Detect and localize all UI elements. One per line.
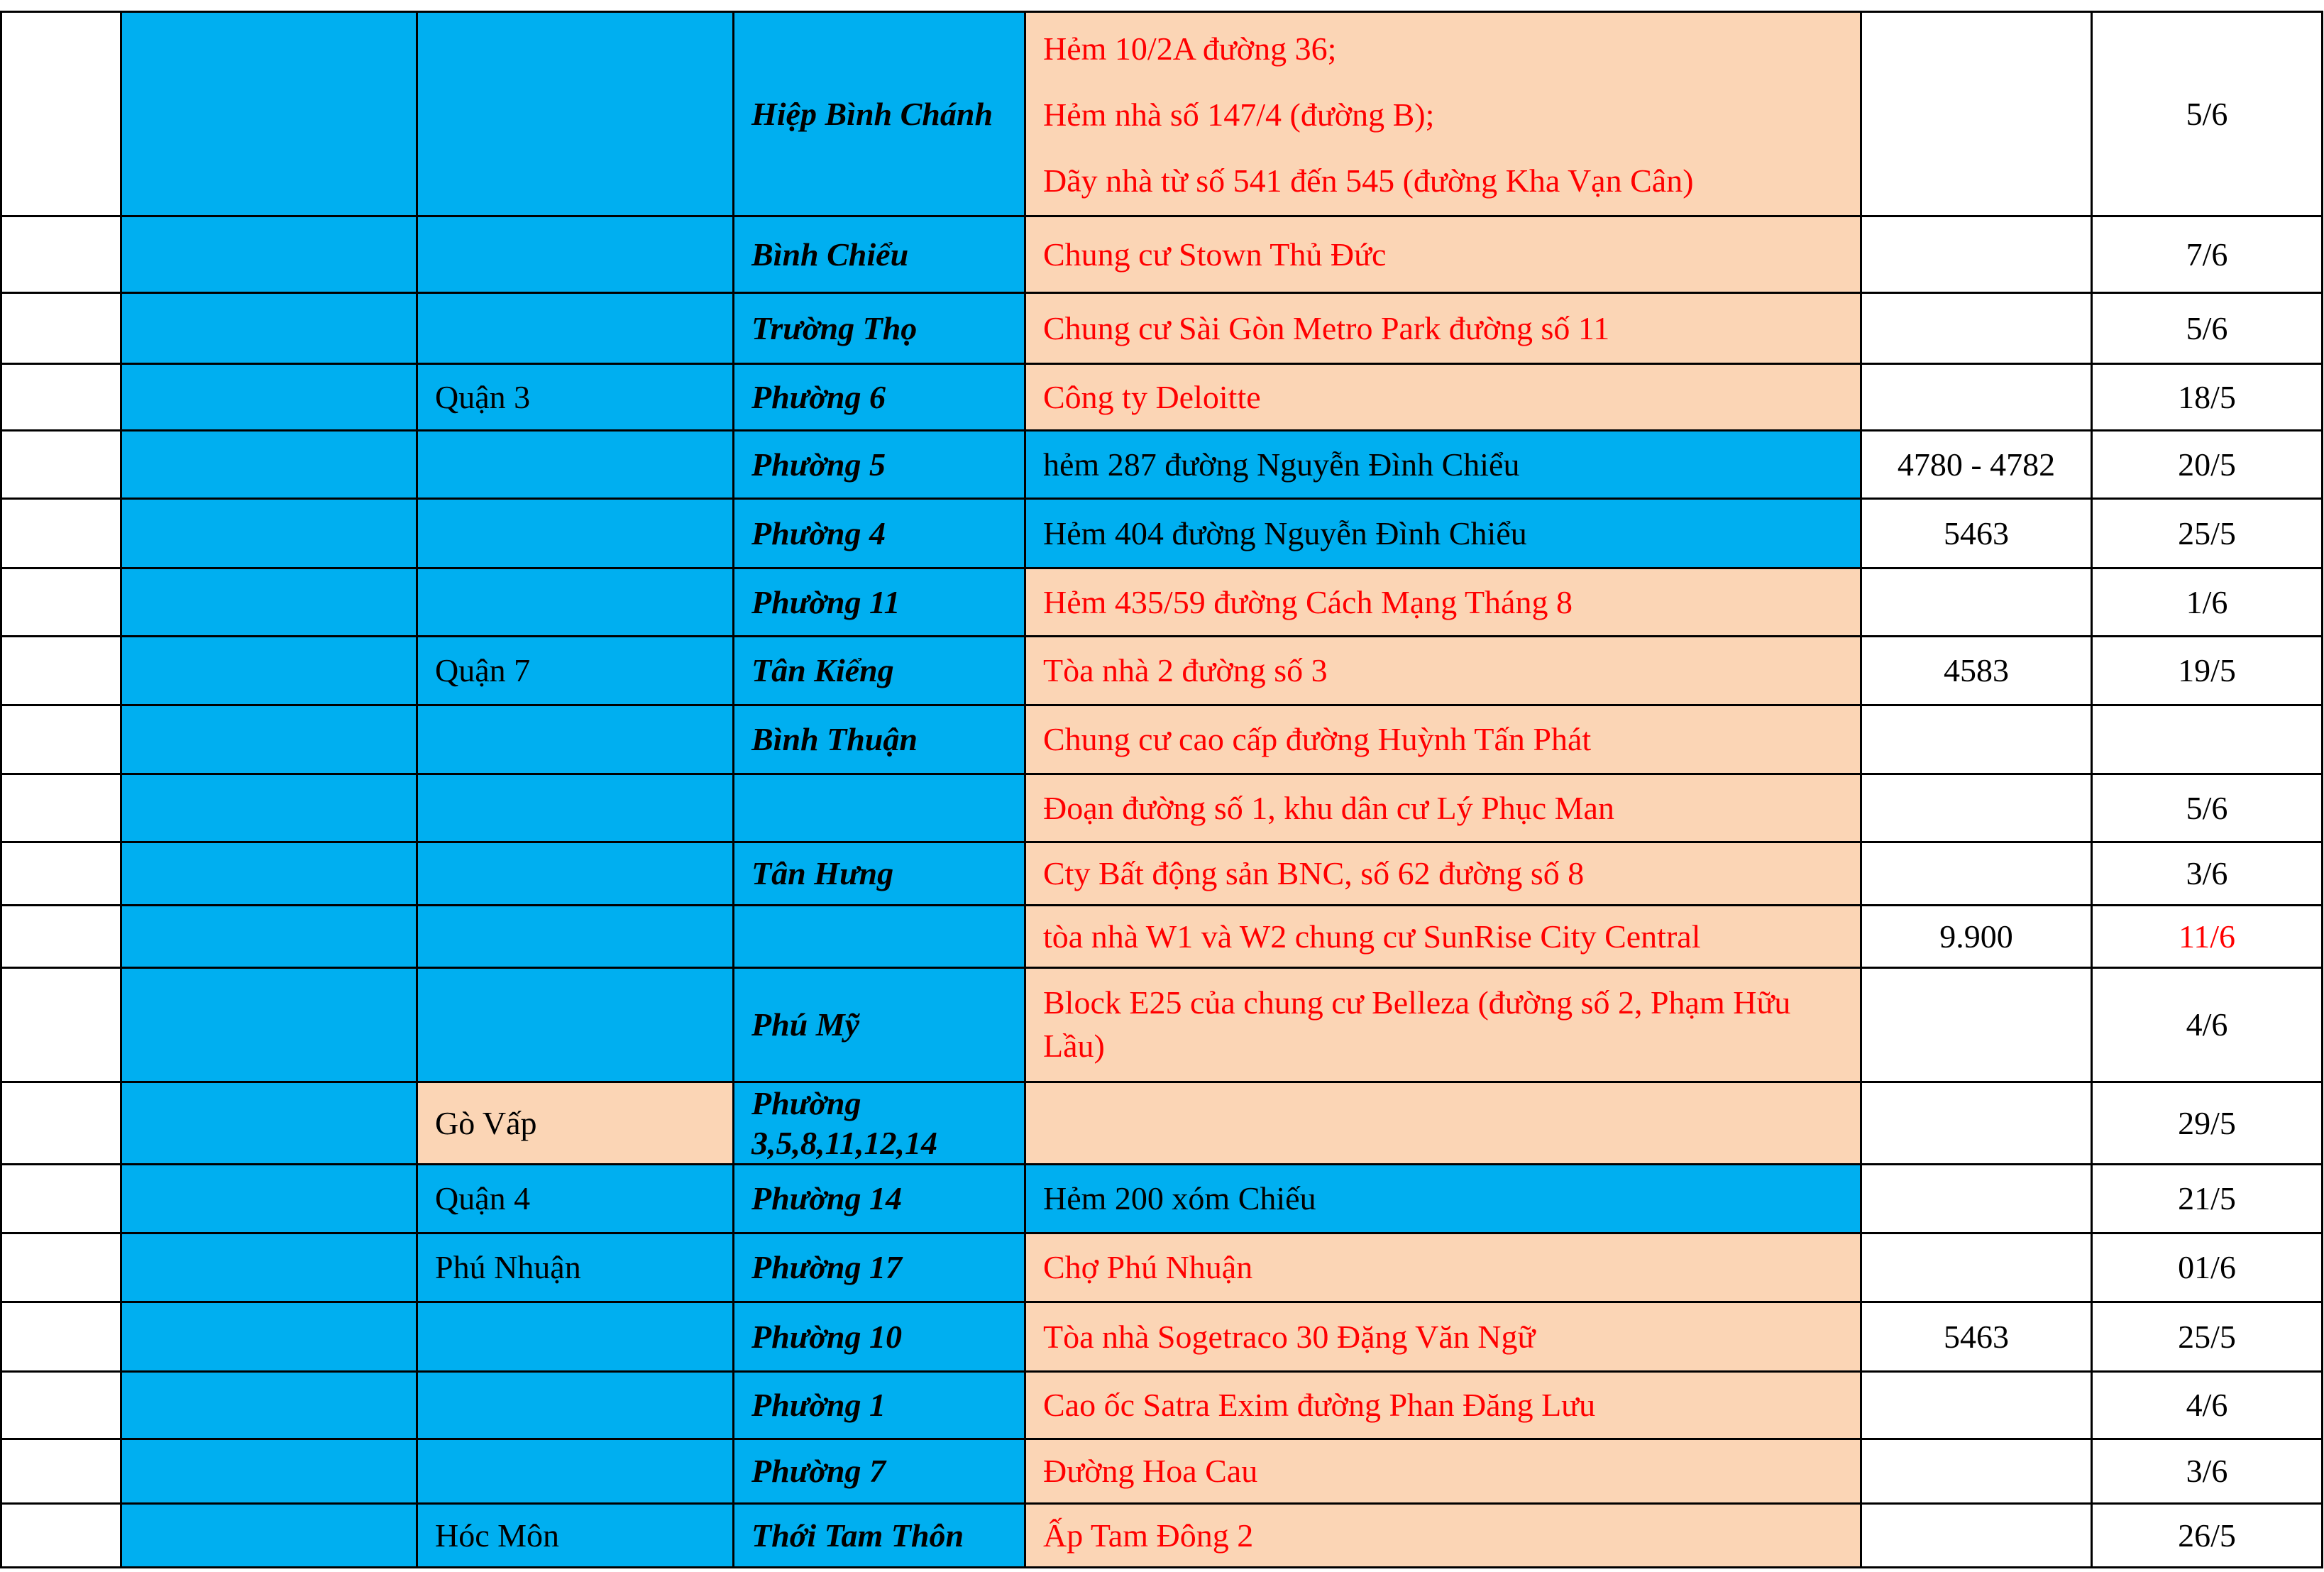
location-cell	[1025, 293, 1861, 364]
location-cell	[1025, 216, 1861, 293]
index-cell	[1, 499, 121, 568]
case-number-cell	[1861, 1372, 2092, 1439]
district-cell	[417, 906, 734, 968]
region-cell	[121, 774, 417, 842]
index-cell	[1, 842, 121, 906]
region-cell	[121, 1439, 417, 1504]
location-cell	[1025, 1504, 1861, 1568]
district-cell: Gò Vấp	[417, 1082, 734, 1165]
ward-cell: Bình Chiểu	[734, 216, 1025, 293]
table-row	[1, 1165, 2323, 1233]
table-row	[1, 842, 2323, 906]
case-number-cell	[1861, 1165, 2092, 1233]
index-cell	[1, 1082, 121, 1165]
ward-cell: Phường 3,5,8,11,12,14	[734, 1082, 1025, 1165]
location-line: Ấp Tam Đông 2	[1043, 1517, 1254, 1554]
ward-cell: Tân Hưng	[734, 842, 1025, 906]
table-row	[1, 968, 2323, 1082]
date-cell: 18/5	[2092, 364, 2323, 431]
location-line: Hẻm 200 xóm Chiếu	[1043, 1180, 1316, 1217]
location-line: Chung cư Stown Thủ Đức	[1043, 236, 1387, 273]
index-cell	[1, 364, 121, 431]
date-cell: 25/5	[2092, 499, 2323, 568]
date-cell: 21/5	[2092, 1165, 2323, 1233]
location-line: Tòa nhà 2 đường số 3	[1043, 652, 1328, 689]
index-cell	[1, 774, 121, 842]
ward-cell: Phường 1	[734, 1372, 1025, 1439]
case-number-cell: 5463	[1861, 499, 2092, 568]
ward-cell: Tân Kiểng	[734, 637, 1025, 705]
table-body	[1, 12, 2323, 1568]
table-row	[1, 705, 2323, 774]
table-row	[1, 1302, 2323, 1372]
table-row	[1, 1372, 2323, 1439]
date-cell: 26/5	[2092, 1504, 2323, 1568]
table-row	[1, 293, 2323, 364]
date-cell: 11/6	[2092, 906, 2323, 968]
date-cell: 4/6	[2092, 968, 2323, 1082]
location-cell	[1025, 1165, 1861, 1233]
location-line: hẻm 287 đường Nguyễn Đình Chiểu	[1043, 446, 1520, 483]
region-cell	[121, 12, 417, 216]
location-cell	[1025, 705, 1861, 774]
table-row	[1, 568, 2323, 637]
region-cell	[121, 568, 417, 637]
table-row	[1, 216, 2323, 293]
district-cell	[417, 216, 734, 293]
location-cell	[1025, 774, 1861, 842]
ward-cell	[734, 774, 1025, 842]
case-number-cell: 9.900	[1861, 906, 2092, 968]
location-line: Tòa nhà Sogetraco 30 Đặng Văn Ngữ	[1043, 1318, 1536, 1355]
district-cell	[417, 842, 734, 906]
district-cell: Phú Nhuận	[417, 1233, 734, 1302]
district-cell	[417, 705, 734, 774]
region-cell	[121, 1504, 417, 1568]
district-cell: Quận 7	[417, 637, 734, 705]
case-number-cell	[1861, 568, 2092, 637]
location-cell	[1025, 568, 1861, 637]
date-cell: 20/5	[2092, 431, 2323, 499]
date-cell: 7/6	[2092, 216, 2323, 293]
district-cell	[417, 1302, 734, 1372]
index-cell	[1, 431, 121, 499]
ward-cell: Bình Thuận	[734, 705, 1025, 774]
ward-cell: Phường 6	[734, 364, 1025, 431]
index-cell	[1, 1504, 121, 1568]
location-cell	[1025, 1439, 1861, 1504]
location-cell	[1025, 431, 1861, 499]
case-number-cell	[1861, 1082, 2092, 1165]
location-line: Chung cư Sài Gòn Metro Park đường số 11	[1043, 309, 1610, 346]
region-cell	[121, 705, 417, 774]
index-cell	[1, 1165, 121, 1233]
table-row	[1, 906, 2323, 968]
location-line: Hẻm nhà số 147/4 (đường B);	[1043, 96, 1435, 133]
location-line: Chợ Phú Nhuận	[1043, 1249, 1253, 1286]
case-number-cell	[1861, 968, 2092, 1082]
region-cell	[121, 293, 417, 364]
region-cell	[121, 842, 417, 906]
region-cell	[121, 968, 417, 1082]
case-number-cell: 5463	[1861, 1302, 2092, 1372]
location-line: Đường Hoa Cau	[1043, 1453, 1258, 1490]
case-number-cell	[1861, 1504, 2092, 1568]
location-cell	[1025, 1372, 1861, 1439]
region-cell	[121, 431, 417, 499]
case-number-cell: 4583	[1861, 637, 2092, 705]
table-row	[1, 499, 2323, 568]
location-cell	[1025, 499, 1861, 568]
location-line: Hẻm 435/59 đường Cách Mạng Tháng 8	[1043, 583, 1573, 620]
location-line: Hẻm 404 đường Nguyễn Đình Chiểu	[1043, 515, 1527, 551]
table-row	[1, 774, 2323, 842]
location-line: Cao ốc Satra Exim đường Phan Đăng Lưu	[1043, 1387, 1596, 1424]
ward-cell: Thới Tam Thôn	[734, 1504, 1025, 1568]
date-cell: 29/5	[2092, 1082, 2323, 1165]
date-cell: 5/6	[2092, 293, 2323, 364]
table-row	[1, 1082, 2323, 1165]
table-row	[1, 1439, 2323, 1504]
outbreak-locations-table	[0, 11, 2323, 1568]
location-cell	[1025, 968, 1861, 1082]
region-cell	[121, 364, 417, 431]
table-row	[1, 1504, 2323, 1568]
district-cell: Quận 3	[417, 364, 734, 431]
district-cell	[417, 774, 734, 842]
ward-cell: Phường 17	[734, 1233, 1025, 1302]
ward-cell: Phường 11	[734, 568, 1025, 637]
district-cell	[417, 968, 734, 1082]
table-row	[1, 12, 2323, 216]
region-cell	[121, 216, 417, 293]
region-cell	[121, 1372, 417, 1439]
location-cell	[1025, 1082, 1861, 1165]
index-cell	[1, 216, 121, 293]
district-cell	[417, 1439, 734, 1504]
region-cell	[121, 1302, 417, 1372]
date-cell: 3/6	[2092, 842, 2323, 906]
index-cell	[1, 568, 121, 637]
location-line: Chung cư cao cấp đường Huỳnh Tấn Phát	[1043, 721, 1592, 758]
table-row	[1, 1233, 2323, 1302]
location-cell	[1025, 906, 1861, 968]
case-number-cell	[1861, 705, 2092, 774]
case-number-cell	[1861, 842, 2092, 906]
location-cell	[1025, 1302, 1861, 1372]
location-line: Cty Bất động sản BNC, số 62 đường số 8	[1043, 855, 1585, 892]
index-cell	[1, 293, 121, 364]
district-cell: Hóc Môn	[417, 1504, 734, 1568]
date-cell: 5/6	[2092, 12, 2323, 216]
case-number-cell	[1861, 1233, 2092, 1302]
location-cell	[1025, 1233, 1861, 1302]
case-number-cell	[1861, 1439, 2092, 1504]
region-cell	[121, 637, 417, 705]
date-cell: 01/6	[2092, 1233, 2323, 1302]
ward-cell	[734, 906, 1025, 968]
ward-cell: Trường Thọ	[734, 293, 1025, 364]
ward-cell: Hiệp Bình Chánh	[734, 12, 1025, 216]
district-cell: Quận 4	[417, 1165, 734, 1233]
case-number-cell	[1861, 774, 2092, 842]
date-cell: 5/6	[2092, 774, 2323, 842]
ward-cell: Phường 10	[734, 1302, 1025, 1372]
location-cell	[1025, 364, 1861, 431]
index-cell	[1, 705, 121, 774]
location-line: Công ty Deloitte	[1043, 378, 1261, 415]
district-cell	[417, 568, 734, 637]
ward-cell: Phú Mỹ	[734, 968, 1025, 1082]
date-cell: 25/5	[2092, 1302, 2323, 1372]
ward-cell: Phường 14	[734, 1165, 1025, 1233]
location-cell	[1025, 842, 1861, 906]
index-cell	[1, 1439, 121, 1504]
location-line: Hẻm 10/2A đường 36;	[1043, 30, 1337, 67]
ward-cell: Phường 7	[734, 1439, 1025, 1504]
date-cell	[2092, 705, 2323, 774]
index-cell	[1, 12, 121, 216]
date-cell: 4/6	[2092, 1372, 2323, 1439]
date-cell: 1/6	[2092, 568, 2323, 637]
district-cell	[417, 499, 734, 568]
table-row	[1, 364, 2323, 431]
location-cell	[1025, 12, 1861, 216]
district-cell	[417, 12, 734, 216]
location-line: Đoạn đường số 1, khu dân cư Lý Phục Man	[1043, 789, 1614, 826]
ward-cell: Phường 4	[734, 499, 1025, 568]
location-cell	[1025, 637, 1861, 705]
district-cell	[417, 431, 734, 499]
location-line: Dãy nhà từ số 541 đến 545 (đường Kha Vạn Cân)	[1043, 163, 1694, 199]
location-line: Block E25 của chung cư Belleza (đường số 2, Phạm Hữu Lầu)	[1043, 984, 1791, 1064]
case-number-cell	[1861, 293, 2092, 364]
region-cell	[121, 1082, 417, 1165]
index-cell	[1, 906, 121, 968]
case-number-cell	[1861, 216, 2092, 293]
ward-cell: Phường 5	[734, 431, 1025, 499]
region-cell	[121, 1233, 417, 1302]
table-row	[1, 431, 2323, 499]
location-line: tòa nhà W1 và W2 chung cư SunRise City Central	[1043, 918, 1701, 955]
region-cell	[121, 499, 417, 568]
case-number-cell: 4780 - 4782	[1861, 431, 2092, 499]
index-cell	[1, 1302, 121, 1372]
district-cell	[417, 1372, 734, 1439]
date-cell: 3/6	[2092, 1439, 2323, 1504]
case-number-cell	[1861, 12, 2092, 216]
case-number-cell	[1861, 364, 2092, 431]
table-row	[1, 637, 2323, 705]
region-cell	[121, 906, 417, 968]
index-cell	[1, 637, 121, 705]
district-cell	[417, 293, 734, 364]
region-cell	[121, 1165, 417, 1233]
index-cell	[1, 968, 121, 1082]
index-cell	[1, 1372, 121, 1439]
date-cell: 19/5	[2092, 637, 2323, 705]
index-cell	[1, 1233, 121, 1302]
